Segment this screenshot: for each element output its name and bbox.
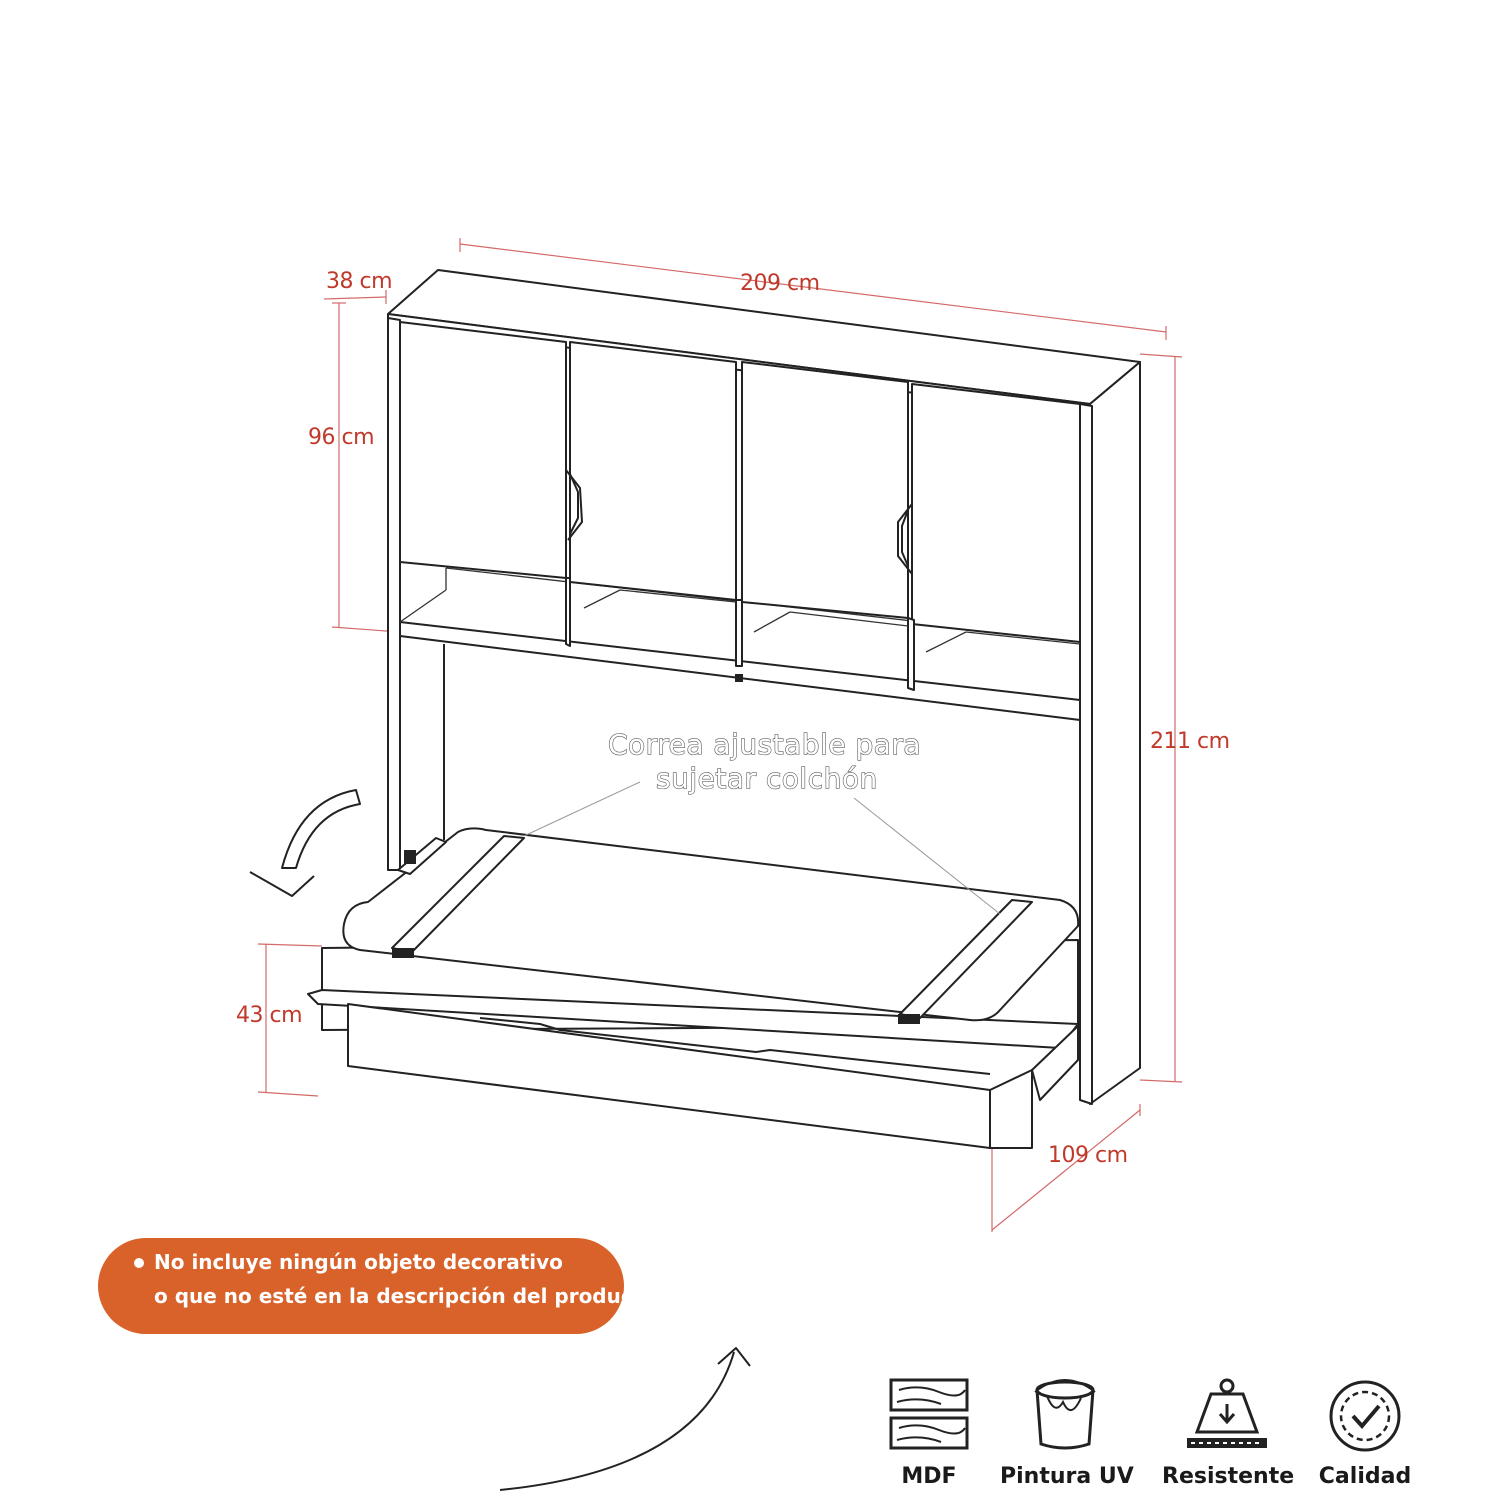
paint-bucket-icon [1015, 1376, 1115, 1456]
feature-label: Calidad [1318, 1464, 1412, 1489]
notice-line2: o que no esté en la descripción del producto. [154, 1284, 664, 1308]
notice-banner [98, 1238, 664, 1334]
feature-label: Pintura UV [1000, 1464, 1134, 1489]
wood-planks-icon [879, 1376, 979, 1456]
weight-icon [1177, 1376, 1277, 1456]
curved-arrow-icon [500, 1348, 750, 1490]
quality-badge-icon [1315, 1376, 1415, 1456]
callout-leader-left [524, 782, 640, 836]
upper-height-label: 96 cm [308, 425, 375, 450]
callout-line2: sujetar colchón [656, 762, 878, 795]
fold-arrow-icon [250, 790, 360, 896]
feature-label: Resistente [1162, 1464, 1295, 1489]
feature-label: MDF [901, 1464, 957, 1489]
bed-height-label: 43 cm [236, 1003, 303, 1028]
bullet-icon [134, 1258, 144, 1268]
feature-mdf [864, 1376, 994, 1496]
depth-label: 38 cm [326, 269, 393, 294]
bed-length-label: 109 cm [1048, 1143, 1128, 1168]
feature-pintura-uv [1000, 1376, 1134, 1496]
notice-line1: No incluye ningún objeto decorativo [154, 1250, 563, 1274]
wardrobe-bed-unit [308, 270, 1140, 1148]
feature-resistente [1162, 1376, 1295, 1496]
callout-line1: Correa ajustable para [608, 728, 922, 761]
width-label: 209 cm [740, 271, 820, 296]
total-height-label: 211 cm [1150, 729, 1230, 754]
feature-calidad [1300, 1376, 1430, 1496]
